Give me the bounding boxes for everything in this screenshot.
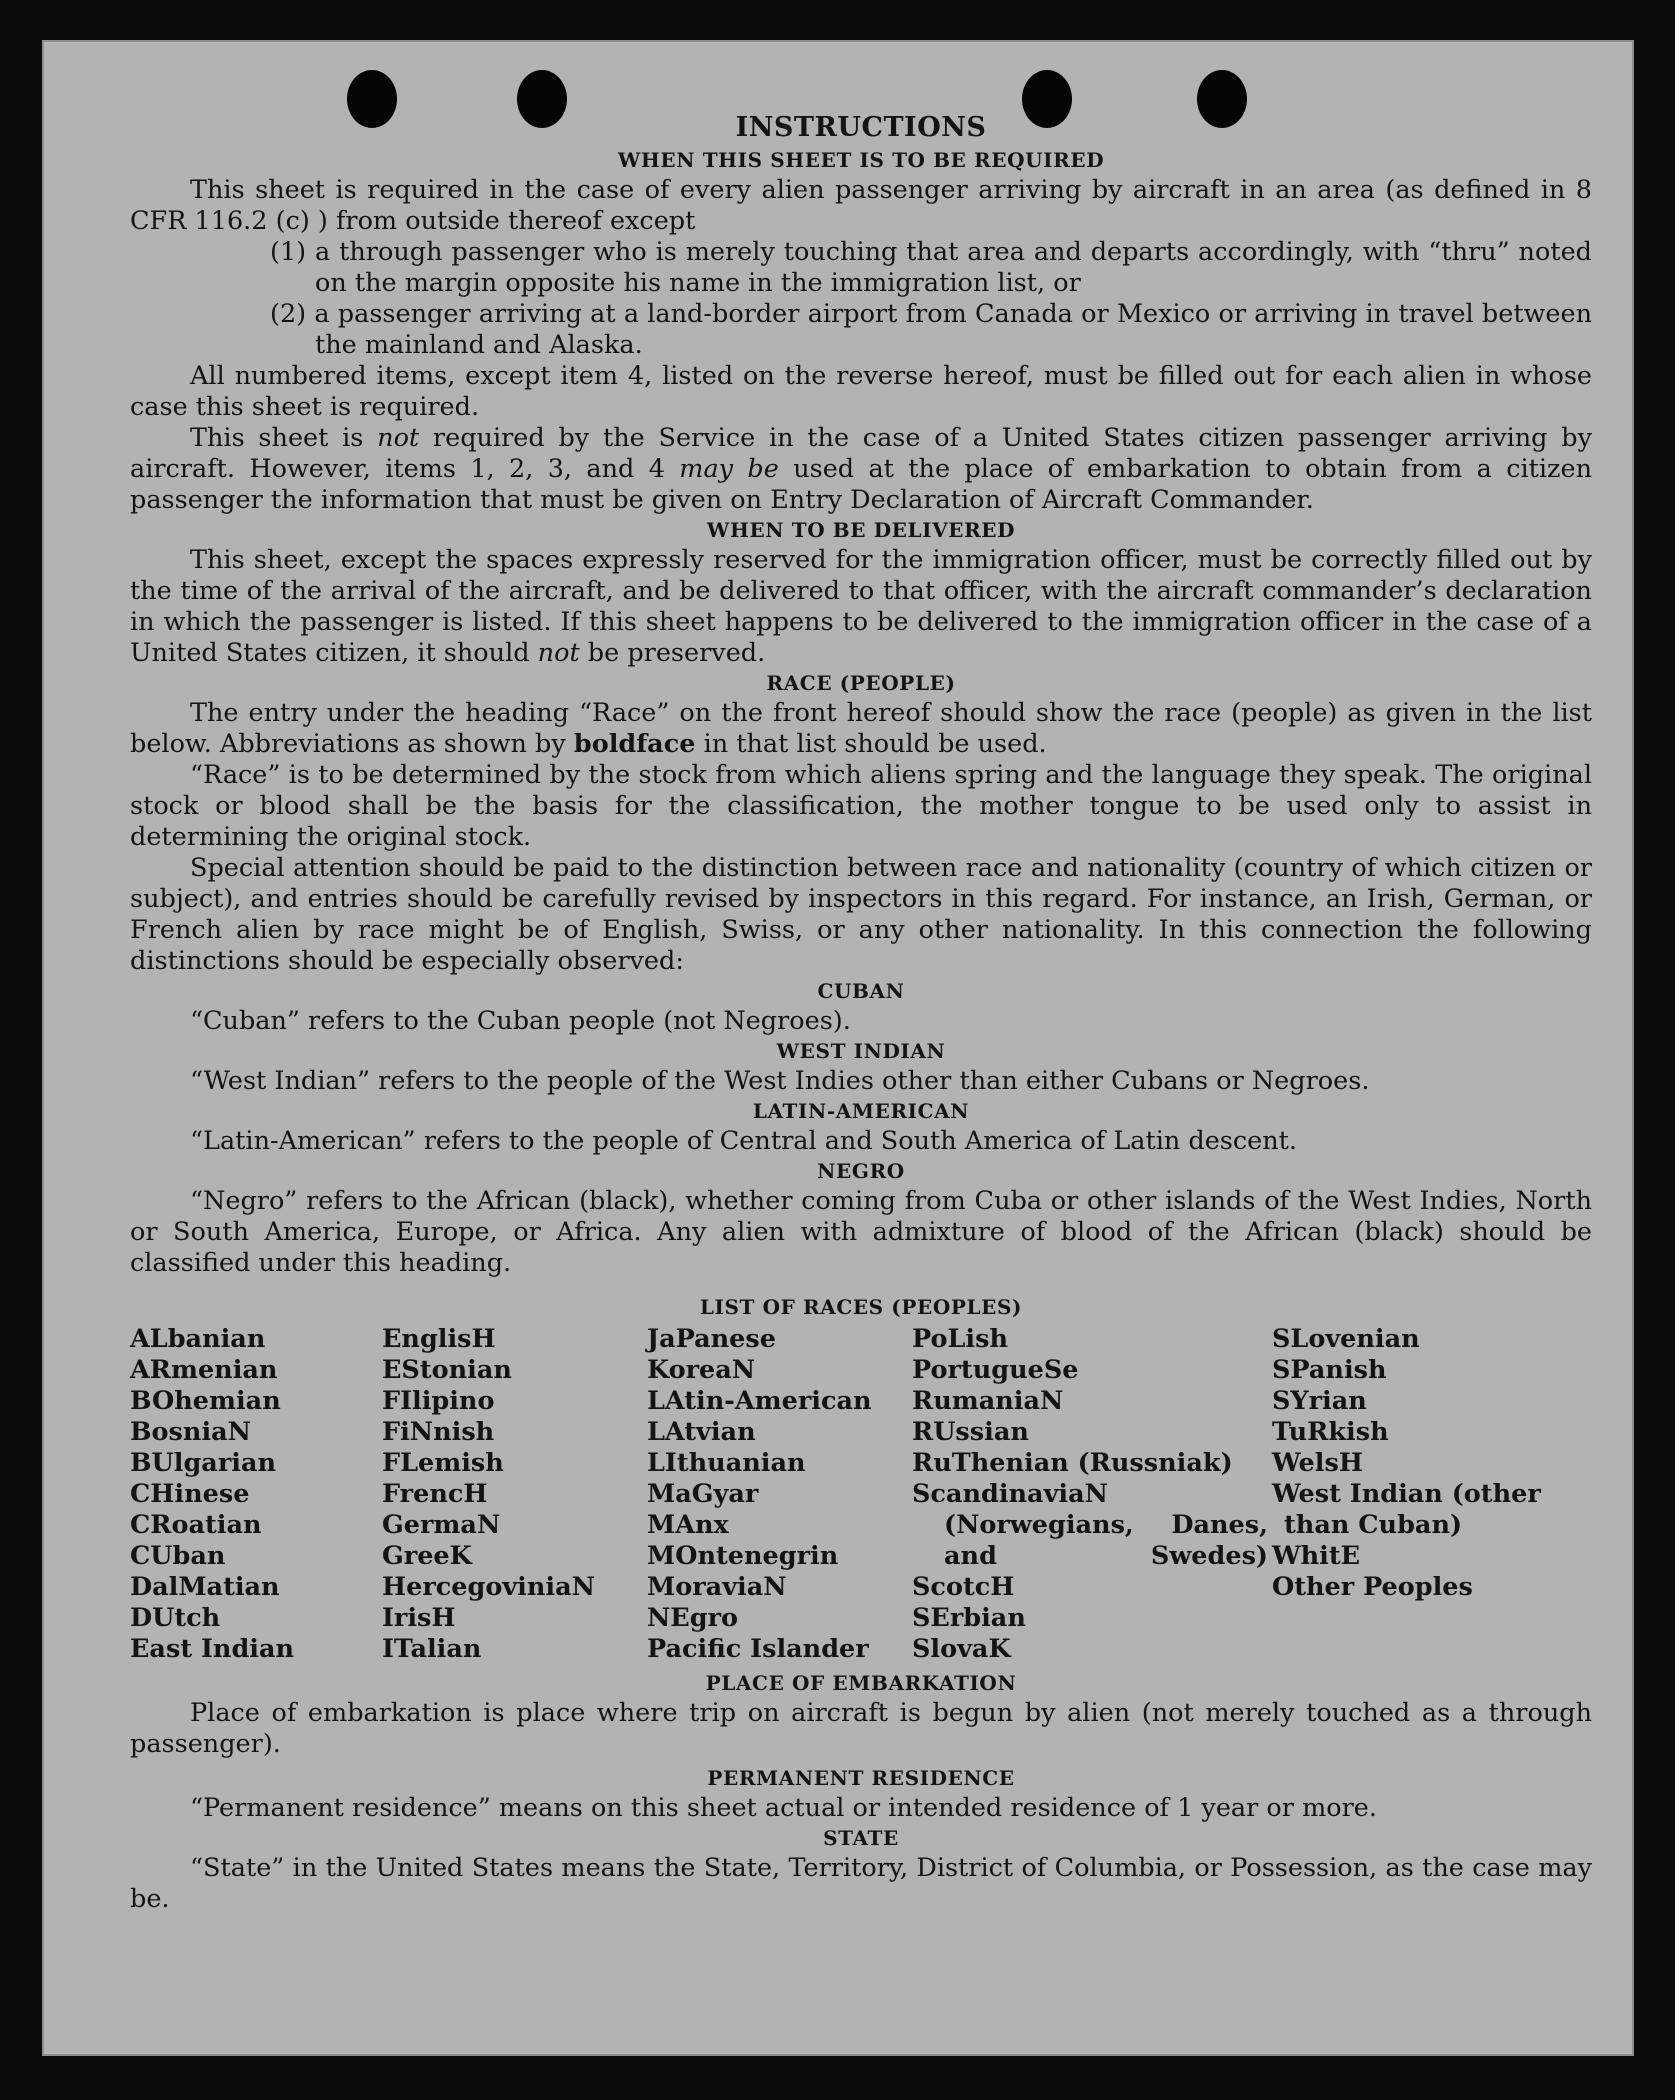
required-paragraph: This sheet is required in the case of every alien passenger arriving by aircraft in an area (as defined in 8 CFR 116.2 (c) ) from outside thereof except — [130, 175, 1592, 236]
race-entry: NEgro — [647, 1603, 739, 1633]
race-entry: SYrian — [1272, 1386, 1367, 1416]
race-entry: FLemish — [382, 1448, 504, 1478]
delivered-text-not: not — [537, 638, 580, 668]
races-column-3 — [647, 1324, 912, 1665]
race-entry: CUban — [130, 1541, 226, 1571]
race-entry: FrencH — [382, 1479, 488, 1509]
heading-state: STATE — [823, 1826, 899, 1850]
race-entry: PoLish — [912, 1324, 1009, 1354]
race-entry: MOntenegrin — [647, 1541, 839, 1571]
race-paragraph-1 — [130, 698, 1592, 760]
race-entry: ScandinaviaN (Norwegians, Danes, and Swedes) — [912, 1479, 1268, 1571]
citizen-text-c: used at the place of embarkation to obtain from a citizen passenger the information that must be given on Entry Declaration of Aircraft Commander. — [130, 454, 1593, 515]
heading-place-of-embarkation: PLACE OF EMBARKATION — [705, 1671, 1017, 1695]
race-entry: TuRkish — [1272, 1417, 1389, 1447]
race-entry: ALbanian — [130, 1324, 266, 1354]
race-entry: WelsH — [1272, 1448, 1363, 1478]
race-entry: CRoatian — [130, 1510, 262, 1540]
race-entry: IrisH — [382, 1603, 456, 1633]
race-entry: RUssian — [912, 1417, 1029, 1447]
race-entry: BUlgarian — [130, 1448, 277, 1478]
race-entry: SLovenian — [1272, 1324, 1420, 1354]
race-entry: KoreaN — [647, 1355, 756, 1385]
races-column-5 — [1272, 1324, 1592, 1665]
document-sheet — [42, 40, 1634, 2056]
delivered-paragraph — [130, 545, 1592, 669]
heading-list-of-races: LIST OF RACES (PEOPLES) — [699, 1295, 1023, 1319]
race-entry: LIthuanian — [647, 1448, 806, 1478]
embarkation-text: Place of embarkation is place where trip on aircraft is begun by alien (not merely touched as a through passenger). — [130, 1698, 1592, 1759]
race-entry: BosniaN — [130, 1417, 251, 1447]
instructions-content — [130, 110, 1592, 1915]
race-entry: SlovaK — [912, 1634, 1011, 1664]
heading-cuban: CUBAN — [817, 979, 905, 1003]
delivered-text-b: be preserved. — [579, 638, 766, 668]
citizen-paragraph — [130, 423, 1592, 516]
race-entry: GermaN — [382, 1510, 501, 1540]
races-column-2 — [382, 1324, 647, 1665]
west-indian-text: “West Indian” refers to the people of the West Indies other than either Cubans or Negroes. — [190, 1066, 1370, 1096]
race-entry: MoraviaN — [647, 1572, 787, 1602]
heading-negro: NEGRO — [817, 1159, 905, 1183]
race-entry: WhitE — [1272, 1541, 1361, 1571]
races-column-1 — [130, 1324, 382, 1665]
race-text-a: The entry under the heading “Race” on the front hereof should show the race (people) as given in the list below. Abbreviations as shown by — [130, 698, 1592, 759]
heading-permanent-residence: PERMANENT RESIDENCE — [707, 1766, 1015, 1790]
race-entry: LAtvian — [647, 1417, 756, 1447]
race-entry: EnglisH — [382, 1324, 496, 1354]
race-entry: SErbian — [912, 1603, 1026, 1633]
cuban-text: “Cuban” refers to the Cuban people (not Negroes). — [190, 1006, 851, 1036]
negro-text: “Negro” refers to the African (black), whether coming from Cuba or other islands of the West Indies, North or South America, Europe, or Africa. Any alien with admixture of blood of the African (black) should be classified under this heading. — [130, 1186, 1592, 1278]
heading-west-indian: WEST INDIAN — [776, 1039, 946, 1063]
race-entry: LAtin-American — [647, 1386, 872, 1416]
race-entry: Other Peoples — [1272, 1572, 1473, 1602]
races-column-4 — [912, 1324, 1272, 1665]
state-text: “State” in the United States means the State, Territory, District of Columbia, or Possession, as the case may be. — [130, 1853, 1592, 1914]
race-entry: Pacific Islander — [647, 1634, 869, 1664]
citizen-text-not: not — [377, 423, 420, 453]
numbered-items-paragraph: All numbered items, except item 4, listed on the reverse hereof, must be filled out for each alien in whose case this sheet is required. — [130, 361, 1592, 422]
race-paragraph-2: “Race” is to be determined by the stock from which aliens spring and the language they speak. The original stock or blood shall be the basis for the classification, the mother tongue to be used only to assist in determining the original stock. — [130, 760, 1592, 852]
race-entry: CHinese — [130, 1479, 250, 1509]
race-entry: JaPanese — [647, 1324, 776, 1354]
exception-item-1: (1) a through passenger who is merely touching that area and departs accordingly, with “thru” noted on the margin opposite his name in the immigration list, or — [270, 237, 1592, 298]
race-entry: GreeK — [382, 1541, 472, 1571]
heading-race: RACE (PEOPLE) — [766, 671, 956, 695]
race-entry: West Indian (other than Cuban) — [1272, 1479, 1541, 1540]
heading-latin-american: LATIN-AMERICAN — [752, 1099, 970, 1123]
race-entry: East Indian — [130, 1634, 295, 1664]
race-entry: DalMatian — [130, 1572, 280, 1602]
race-entry: FIlipino — [382, 1386, 495, 1416]
race-text-b: in that list should be used. — [695, 729, 1047, 759]
race-entry: FiNnish — [382, 1417, 495, 1447]
citizen-text-a: This sheet is — [190, 423, 378, 453]
heading-when-required: WHEN THIS SHEET IS TO BE REQUIRED — [617, 148, 1105, 172]
latin-american-text: “Latin-American” refers to the people of Central and South America of Latin descent. — [190, 1126, 1298, 1156]
exception-item-2: (2) a passenger arriving at a land-border airport from Canada or Mexico or arriving in travel between the mainland and Alaska. — [270, 299, 1592, 360]
delivered-text-a: This sheet, except the spaces expressly reserved for the immigration officer, must be correctly filled out by the time of the arrival of the aircraft, and be delivered to that officer, with the aircraft commander’s declaration in which the passenger is listed. If this sheet happens to be delivered to the immigration officer in the case of a United States citizen, it should — [130, 545, 1592, 668]
citizen-text-maybe: may be — [679, 454, 779, 484]
races-list — [130, 1324, 1592, 1665]
race-entry: HercegoviniaN — [382, 1572, 595, 1602]
race-entry: MaGyar — [647, 1479, 759, 1509]
race-entry: ScotcH — [912, 1572, 1015, 1602]
race-entry: ITalian — [382, 1634, 482, 1664]
race-entry: ARmenian — [130, 1355, 278, 1385]
race-entry: EStonian — [382, 1355, 512, 1385]
heading-when-delivered: WHEN TO BE DELIVERED — [706, 518, 1016, 542]
race-entry: DUtch — [130, 1603, 221, 1633]
residence-text: “Permanent residence” means on this sheet actual or intended residence of 1 year or more. — [190, 1793, 1377, 1823]
race-entry: PortugueSe — [912, 1355, 1079, 1385]
race-entry: SPanish — [1272, 1355, 1387, 1385]
page-title: INSTRUCTIONS — [735, 112, 987, 143]
race-entry: RuThenian (Russniak) — [912, 1448, 1233, 1478]
race-entry: MAnx — [647, 1510, 729, 1540]
citizen-text-b: required by the Service in the case of a United States citizen passenger arriving by aircraft. However, items 1, 2, 3, and 4 — [130, 423, 1592, 484]
race-paragraph-3: Special attention should be paid to the distinction between race and nationality (country of which citizen or subject), and entries should be carefully revised by inspectors in this regard. For instance, an Irish, German, or French alien by race might be of English, Swiss, or any other nationality. In this connection the following distinctions should be especially observed: — [130, 853, 1592, 976]
race-entry: BOhemian — [130, 1386, 281, 1416]
race-text-boldface: boldface — [573, 729, 696, 759]
race-entry: RumaniaN — [912, 1386, 1064, 1416]
